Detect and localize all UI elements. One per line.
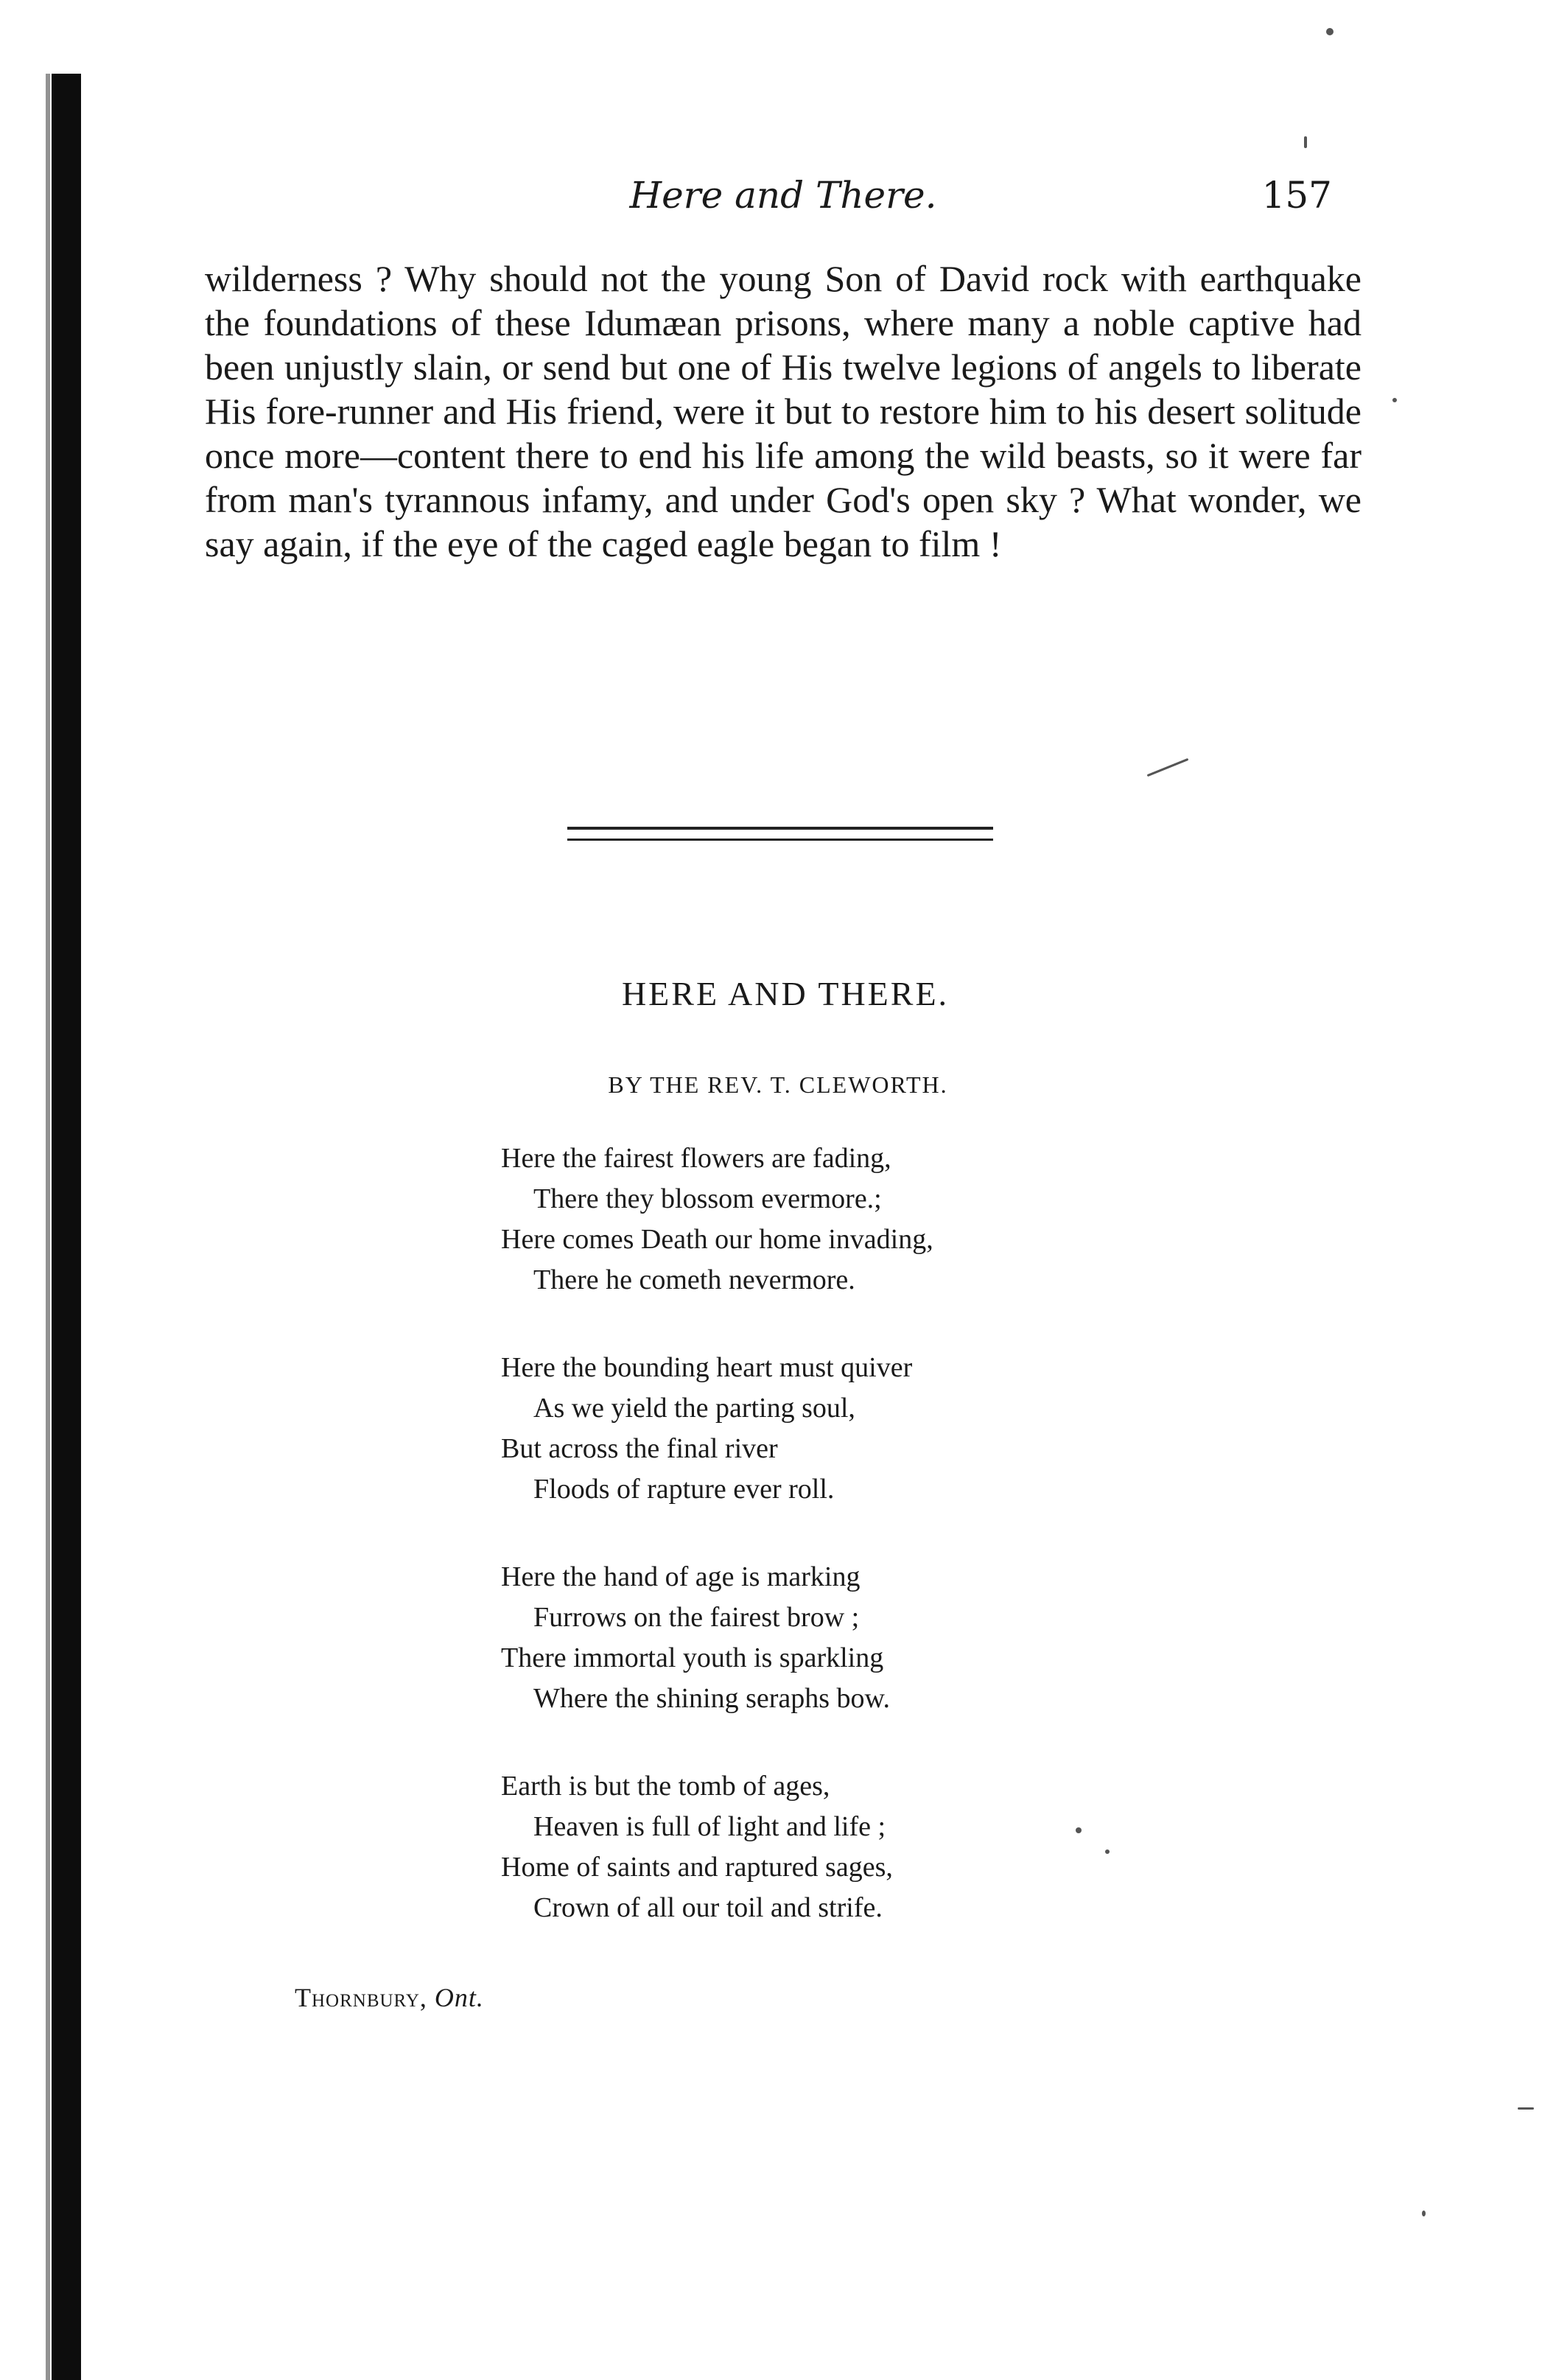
stanza-3 <box>501 1557 1164 1719</box>
poem-line: Where the shining seraphs bow. <box>533 1683 891 1714</box>
scan-speck <box>1076 1827 1082 1833</box>
scan-speck <box>1304 136 1307 148</box>
poem-line: There they blossom evermore.; <box>533 1183 882 1214</box>
page-number: 157 <box>1261 174 1332 217</box>
scan-speck <box>1326 28 1334 35</box>
scan-speck <box>1518 2107 1534 2110</box>
poem-line: Here the hand of age is marking <box>501 1561 861 1592</box>
scan-speck <box>1105 1849 1110 1854</box>
section-divider <box>567 827 993 841</box>
binding-shadow <box>46 74 50 2380</box>
poem-line: There immortal youth is sparkling <box>501 1642 884 1673</box>
running-title: Here and There. <box>629 174 937 217</box>
poem-line: Here the bounding heart must quiver <box>501 1352 913 1383</box>
poem-line: But across the final river <box>501 1433 778 1464</box>
book-binding-edge <box>52 74 81 2380</box>
poem-line: Earth is but the tomb of ages, <box>501 1771 830 1802</box>
region-abbreviation: Ont. <box>434 1983 484 2012</box>
page-header <box>205 174 1362 225</box>
scan-speck <box>1422 2211 1426 2216</box>
poem-line: Furrows on the fairest brow ; <box>533 1602 860 1633</box>
poem-line: There he cometh nevermore. <box>533 1264 855 1295</box>
poem-line: Heaven is full of light and life ; <box>533 1811 886 1842</box>
poem-line: Here the fairest flowers are fading, <box>501 1143 891 1174</box>
signature-place <box>295 1982 484 2013</box>
prose-paragraph: wilderness ? Why should not the young Son of David rock with earthquake the foundations of these Idumæan prisons, where many a noble captive had been unjustly slain, or send but one of His twelve legions of angels to liberate His fore-runner and His friend, were it but to restore him to his desert solitude once more—content there to end his life among the wild beasts, so it were far from man's tyrannous infamy, and under God's open sky ? What wonder, we say again, if the eye of the caged eagle began to film ! <box>205 258 1362 564</box>
stanza-1 <box>501 1138 1164 1301</box>
poem-line: As we yield the parting soul, <box>533 1393 855 1424</box>
poem-title: HERE AND THERE. <box>621 975 950 1012</box>
scan-speck <box>1392 398 1397 402</box>
scan-speck <box>1147 758 1189 777</box>
stanza-2 <box>501 1348 1164 1510</box>
poem-byline: BY THE REV. T. CLEWORTH. <box>608 1071 948 1098</box>
poem-line: Floods of rapture ever roll. <box>533 1474 835 1505</box>
poem-line: Crown of all our toil and strife. <box>533 1892 883 1923</box>
poem-line: Home of saints and raptured sages, <box>501 1852 893 1883</box>
poem-line: Here comes Death our home invading, <box>501 1224 933 1255</box>
place-name: Thornbury, <box>295 1983 427 2012</box>
stanza-4 <box>501 1766 1164 1928</box>
poem <box>501 1138 1164 1975</box>
